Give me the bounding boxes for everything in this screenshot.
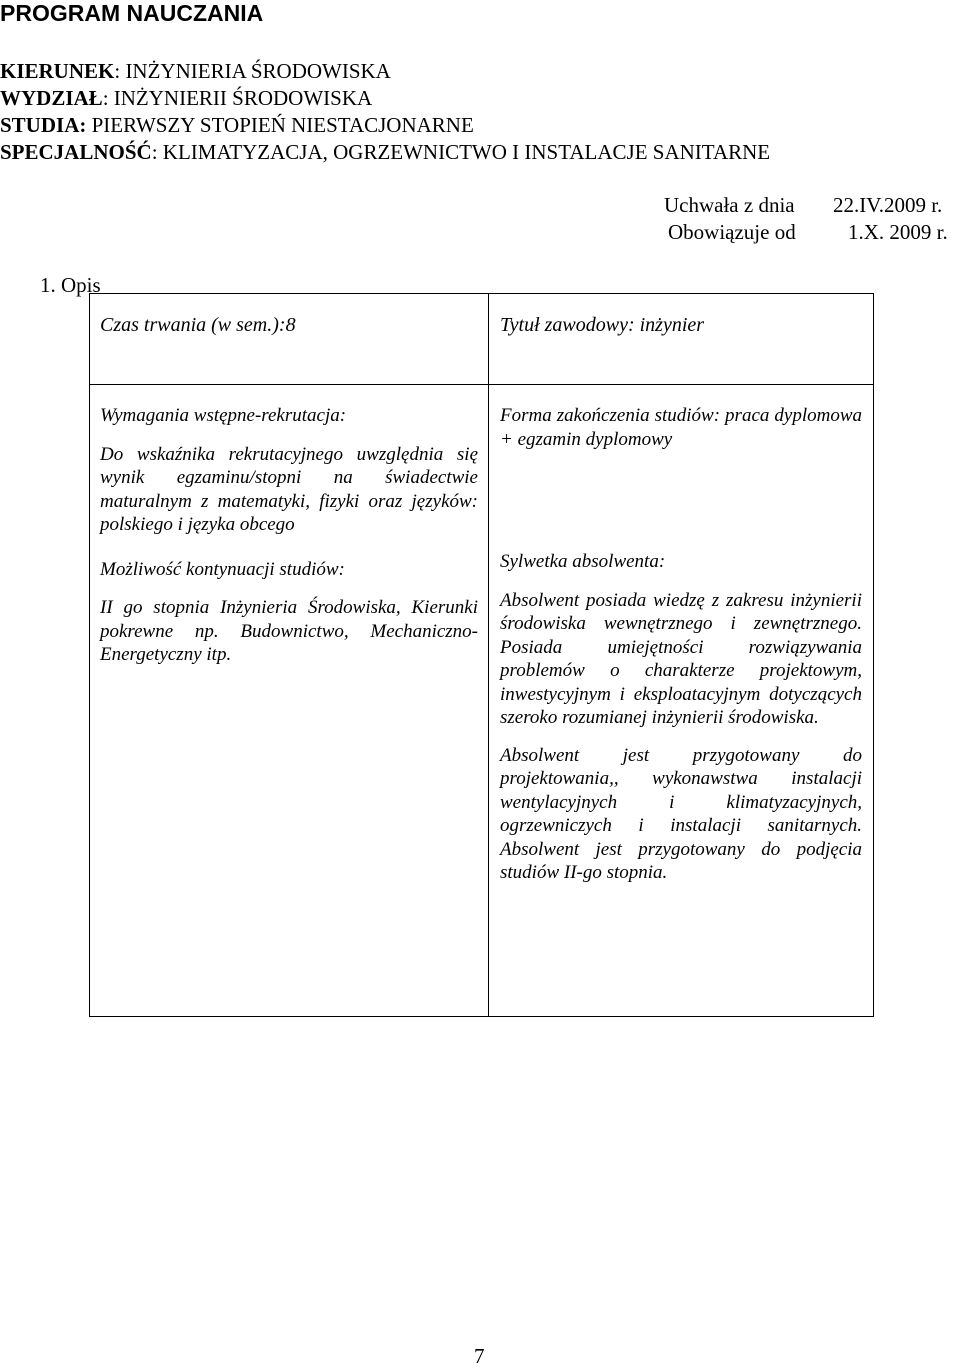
left-cell: [100, 404, 478, 667]
meta-field-major: [0, 58, 391, 85]
meta-key: SPECJALNOŚĆ: [0, 140, 152, 164]
requirements-label: Wymagania wstępne-rekrutacja:: [100, 405, 347, 426]
resolution-effective-date: 1.X. 2009 r.: [848, 220, 948, 244]
graduate-text-1: Absolwent posiada wiedzę z zakresu inżynierii środowiska wewnętrznego i zewnętrznego. Posiada umiejętności rozwiązywania problemów o charakterze projektowym, inwestycyjnym i eksploatacyjnym dotyczących szeroko rozumianej inżynierii środowiska.: [500, 589, 862, 728]
graduate-label: Sylwetka absolwenta:: [500, 551, 666, 572]
meta-key: KIERUNEK: [0, 59, 115, 83]
meta-key: STUDIA:: [0, 113, 87, 137]
meta-field-specialization: [0, 139, 770, 166]
meta-value: PIERWSZY STOPIEŃ NIESTACJONARNE: [86, 113, 474, 137]
right-cell: [500, 404, 862, 885]
meta-value: : INŻYNIERIA ŚRODOWISKA: [114, 59, 391, 83]
meta-field-studies: [0, 112, 474, 139]
continuation-text: II go stopnia Inżynieria Środowiska, Kierunki pokrewne np. Budownictwo, Mechaniczno-Energetyczny itp.: [100, 597, 478, 665]
graduate-text-2: Absolwent jest przygotowany do projektowania,, wykonawstwa instalacji wentylacyjnych i klimatyzacyjnych, ogrzewniczych i instalacji sanitarnych. Absolwent jest przygotowany do podjęcia studiów II-go stopnia.: [500, 744, 862, 883]
section-heading: 1. Opis: [40, 273, 101, 297]
continuation-label: Możliwość kontynuacji studiów:: [100, 558, 345, 580]
requirements-text: Do wskaźnika rekrutacyjnego uwzględnia się wynik egzaminu/stopni na świadectwie maturalnym z matematyki, fizyki oraz języków: polskiego i języka obcego: [100, 443, 478, 535]
resolution-adopted-label: Uchwała z dnia: [664, 193, 795, 217]
table-row-divider: [89, 384, 874, 385]
meta-value: : KLIMATYZACJA, OGRZEWNICTWO I INSTALACJE SANITARNE: [151, 140, 771, 164]
degree-cell: Tytuł zawodowy: inżynier: [500, 314, 705, 336]
meta-key: WYDZIAŁ: [0, 86, 103, 110]
meta-value: : INŻYNIERII ŚRODOWISKA: [102, 86, 373, 110]
resolution-effective-label: Obowiązuje od: [668, 220, 796, 244]
page-number: 7: [474, 1344, 485, 1368]
completion-text: Forma zakończenia studiów: praca dyplomowa + egzamin dyplomowy: [500, 405, 862, 450]
table-column-divider: [488, 293, 489, 1017]
resolution-adopted-date: 22.IV.2009 r.: [833, 193, 943, 217]
document-title: PROGRAM NAUCZANIA: [0, 0, 264, 26]
meta-field-faculty: [0, 85, 372, 112]
duration-cell: Czas trwania (w sem.):8: [100, 314, 296, 336]
